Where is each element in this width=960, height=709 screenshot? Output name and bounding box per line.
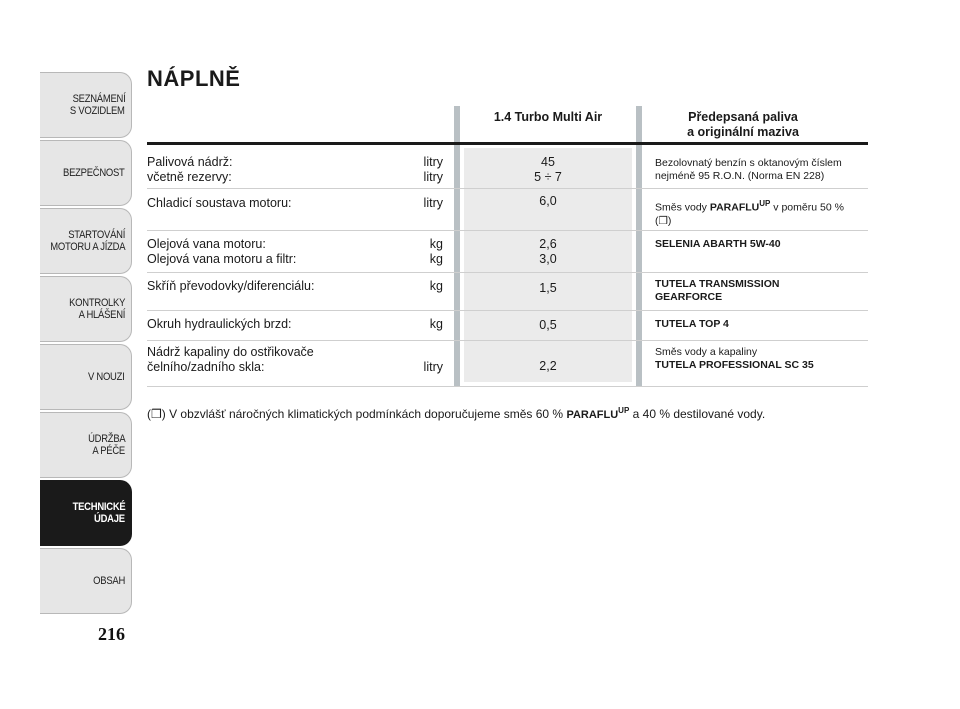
tab-label: KONTROLKY [68, 297, 125, 309]
fuel-line: Směs vody a kapaliny [655, 346, 758, 358]
tab-label: V NOUZI [88, 371, 125, 383]
table-row-brakes [147, 317, 443, 332]
tab-udrzba[interactable] [40, 412, 132, 478]
column-header-fuel-line2: a originální maziva [687, 125, 799, 139]
brand-name: PARAFLU [566, 409, 619, 421]
tab-kontrolky[interactable] [40, 276, 132, 342]
tab-technicke-udaje[interactable] [40, 480, 132, 546]
brand-sup: UP [759, 199, 771, 208]
tab-label: STARTOVÁNÍ [68, 229, 125, 241]
value-line: 3,0 [539, 252, 557, 266]
row-value [464, 359, 632, 374]
fuel-text: Směs vody [655, 201, 710, 214]
fuel-line [655, 238, 870, 251]
tab-label: A PÉČE [92, 445, 125, 457]
fuel-line: nejméně 95 R.O.N. (Norma EN 228) [655, 170, 825, 182]
tab-label: S VOZIDLEM [70, 105, 125, 117]
brand-name: PARAFLU [709, 201, 760, 214]
value-line: 2,6 [539, 237, 557, 251]
fuel-text: SELENIA ABARTH 5W-40 [655, 238, 781, 250]
row-unit: kg [429, 279, 443, 293]
tab-label: ÚDRŽBA [87, 433, 125, 445]
tab-v-nouzi[interactable] [40, 344, 132, 410]
fuel-text: v poměru 50 % [770, 201, 844, 214]
row-value [464, 194, 632, 209]
value-line: 2,2 [539, 359, 557, 373]
row-label: Skříň převodovky/diferenciálu: [147, 279, 315, 293]
row-label: Chladicí soustava motoru: [147, 196, 292, 210]
table-row-engine-oil [147, 237, 443, 267]
fuel-line [655, 359, 870, 372]
row-unit: litry [423, 155, 443, 169]
row-separator [147, 188, 868, 189]
value-line: 1,5 [539, 281, 557, 295]
fuel-line [655, 318, 870, 331]
column-divider [454, 106, 460, 387]
row-fuel-spec [655, 157, 870, 183]
tab-startovani[interactable] [40, 208, 132, 274]
value-line: 6,0 [539, 194, 557, 208]
row-value [464, 155, 632, 185]
fuel-line [655, 278, 870, 291]
fuel-text: GEARFORCE [655, 291, 723, 303]
tab-label: MOTORU A JÍZDA [49, 241, 125, 253]
tab-obsah[interactable] [40, 548, 132, 614]
header-rule [147, 142, 868, 145]
row-separator [147, 340, 868, 341]
footnote-text: (❒) V obzvlášť náročných klimatických podmínkách doporučujeme směs 60 % [147, 407, 567, 421]
value-line: 0,5 [539, 318, 557, 332]
row-fuel-spec [655, 278, 870, 304]
row-fuel-spec [655, 238, 870, 251]
brand-sup: UP [618, 406, 630, 415]
fuel-text: TUTELA PROFESSIONAL SC 35 [655, 359, 814, 371]
tab-bezpecnost[interactable] [40, 140, 132, 206]
value-line: 5 ÷ 7 [534, 170, 562, 184]
tab-seznameni[interactable] [40, 72, 132, 138]
page-number: 216 [98, 624, 125, 644]
row-value [464, 281, 632, 296]
row-label: Olejová vana motoru: [147, 237, 266, 251]
table-row-coolant [147, 196, 443, 211]
column-header-fuel [650, 110, 836, 140]
row-separator [147, 230, 868, 231]
table-row-washer [147, 345, 443, 375]
row-label: včetně rezervy: [147, 170, 232, 184]
row-value [464, 318, 632, 333]
row-label: čelního/zadního skla: [147, 360, 265, 374]
table-row-gearbox [147, 279, 443, 294]
fuel-line [655, 197, 870, 215]
row-value [464, 237, 632, 267]
tab-label: BEZPEČNOST [63, 167, 125, 179]
fuel-text: TUTELA TRANSMISSION [655, 278, 780, 290]
column-header-engine: 1.4 Turbo Multi Air [493, 110, 603, 124]
row-unit: kg [429, 317, 443, 331]
row-fuel-spec [655, 318, 870, 331]
column-header-fuel-line1: Předepsaná paliva [688, 110, 798, 124]
row-label: Olejová vana motoru a filtr: [147, 252, 297, 266]
row-label: Nádrž kapaliny do ostřikovače [147, 345, 314, 359]
row-unit: litry [423, 360, 443, 374]
row-unit: kg [429, 237, 443, 251]
tab-label: SEZNÁMENÍ [72, 93, 125, 105]
tab-label: ÚDAJE [94, 513, 125, 525]
row-unit: kg [429, 252, 443, 266]
fuel-note: (❒) [655, 214, 672, 227]
value-line: 45 [541, 155, 555, 169]
fuel-line: Bezolovnatý benzín s oktanovým číslem [655, 157, 842, 169]
tab-label: A HLÁŠENÍ [78, 309, 125, 321]
row-separator [147, 310, 868, 311]
row-unit: litry [423, 170, 443, 184]
footnote-text: a 40 % destilované vody. [629, 407, 766, 421]
row-label: Okruh hydraulických brzd: [147, 317, 292, 331]
tab-label: TECHNICKÉ [72, 501, 125, 513]
fuel-text: TUTELA TOP 4 [655, 318, 729, 330]
row-unit: litry [423, 196, 443, 210]
fuel-line [655, 291, 870, 304]
page-title: NÁPLNĚ [147, 66, 241, 91]
column-divider [636, 106, 642, 387]
row-label: Palivová nádrž: [147, 155, 233, 169]
tab-label: OBSAH [93, 575, 125, 587]
row-fuel-spec [655, 346, 870, 372]
row-separator [147, 272, 868, 273]
row-fuel-spec [655, 197, 870, 228]
row-separator [147, 386, 868, 387]
footnote [147, 406, 765, 421]
table-row-fuel-tank [147, 155, 443, 185]
